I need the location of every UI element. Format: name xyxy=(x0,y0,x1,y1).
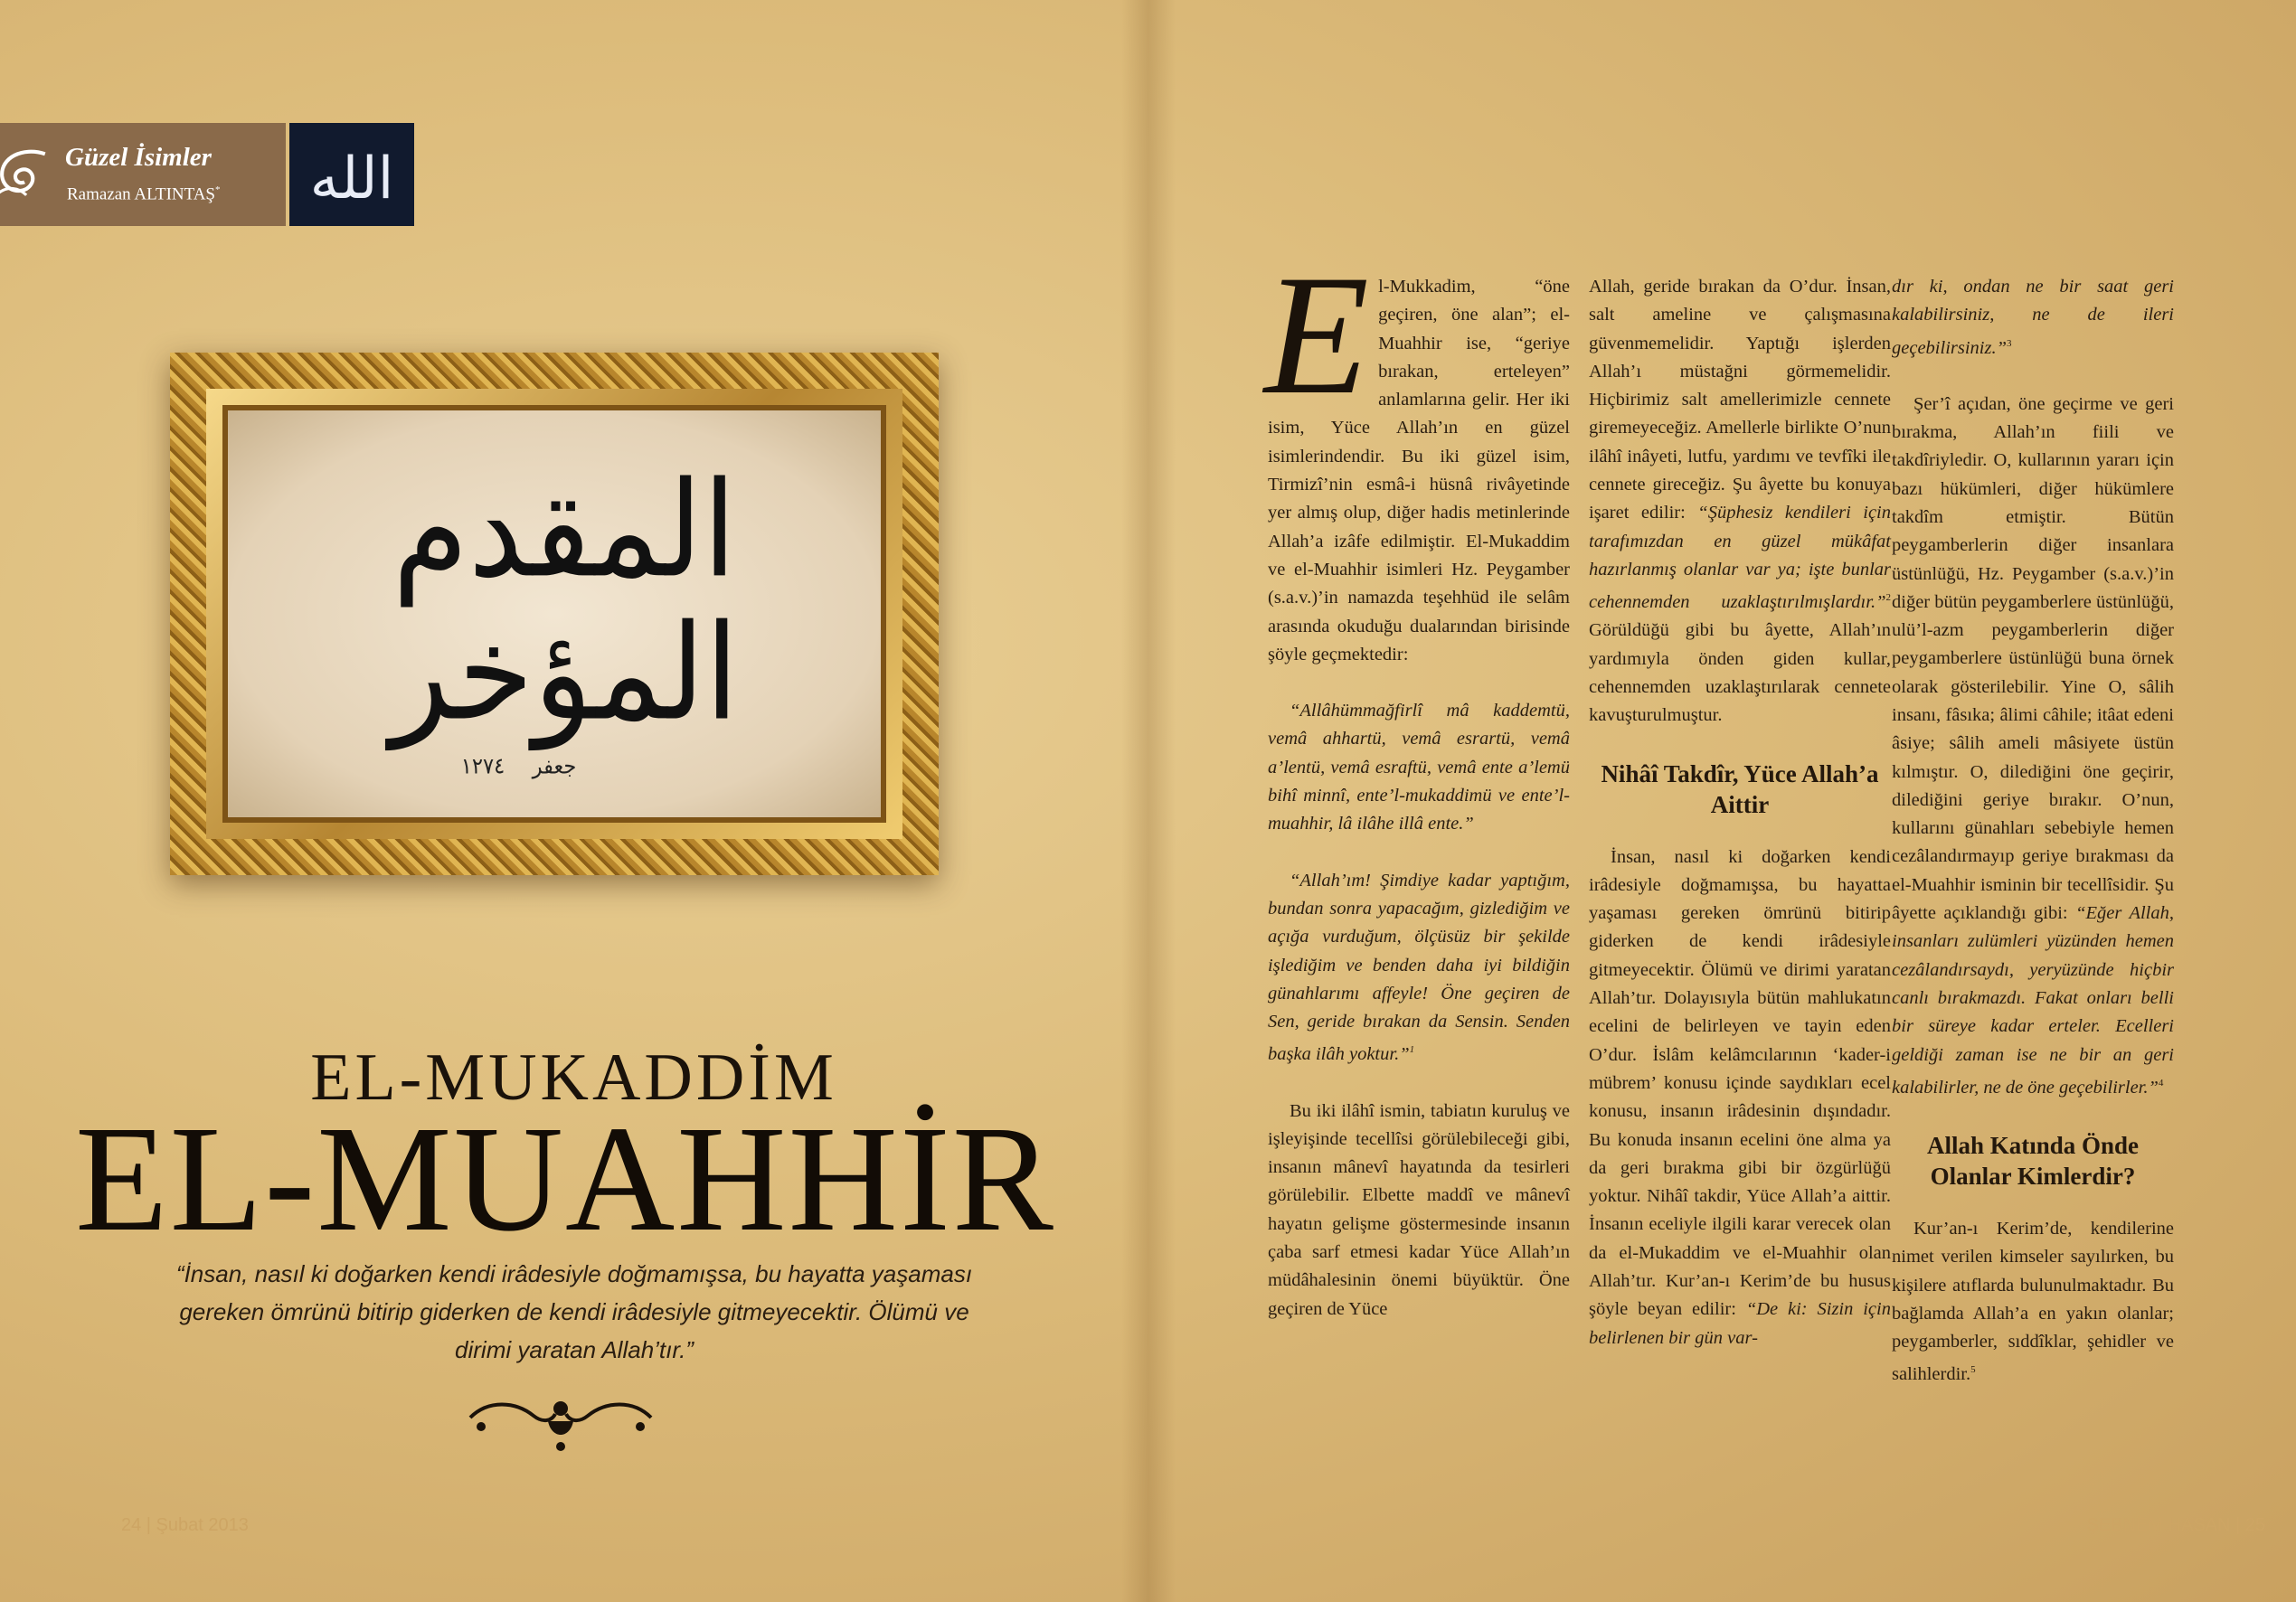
dua-transliteration: “Allâhümmağfirlî mâ kaddemtü, vemâ ahhartü, vemâ esrartü, vemâ a’lentü, vemâ esraftü, vemâ ente a’lemü bihî minnî, ente’l-mukaddimü ve ente’l-muahhir, lâ ilâhe illâ ente.” xyxy=(1268,701,1570,834)
section-tab xyxy=(0,123,286,226)
allah-logo-icon xyxy=(302,131,402,218)
svg-text:الله: الله xyxy=(309,146,394,212)
page-number-right: ŞEBNEM HASAN | 25 xyxy=(2086,1515,2265,1535)
calligraphy-date: ١٢٧٤ xyxy=(460,752,505,779)
flourish-ornament-icon xyxy=(461,1381,660,1454)
body-paragraph: Bu iki ilâhî ismin, tabiatın kuruluş ve işleyişinde tecellîsi görülebileceği gibi, insanın mânevî hayatında da tesirleri görülebilir. Elbette maddî ve mânevî hayatın gelişme göstermesinde insanın çaba sarf etmesi kadar Yüce Allah’ın müdâhalesinin önemi büyüktür. Öne geçiren de Yüce xyxy=(1268,1100,1570,1319)
gilded-frame xyxy=(170,353,939,875)
page-number-left: 24 | Şubat 2013 xyxy=(121,1515,249,1535)
calligraphy-top-word: المقدم xyxy=(392,453,737,608)
intro-paragraph: El-Mukkadim, “öne geçiren, öne alan”; el-Muahhir ise, “geriye bırakan, erteleyen” anlamlarına gelir. Her iki isim, Yüce Allah’ın en güzel isimlerindendir. Bu iki güzel isim, Tirmizî’nin esmâ-i hüsnâ rivâyetinde yer almış olup, diğer hadis metinlerinde Allah’a izâfe edilmiştir. El-Mukaddim ve el-Muahhir isimleri Hz. Peygamber (s.a.v.)’in namazda teşehhüd ile selâm arasında okuduğu dualarından birisinde şöyle geçmektedir: xyxy=(1264,240,1570,664)
subheading-allah-katinda: Allah Katında Önde Olanlar Kimlerdir? xyxy=(1926,1131,2140,1190)
calligraphy-bottom-word: المؤخر xyxy=(390,596,739,750)
calligraphy-signature: جعفر xyxy=(532,752,577,779)
body-paragraph: Şer’î açıdan, öne geçirme ve geri bırakma, Allah’ın fiili ve takdîriyledir. O, kullarının yararı için bazı hükümleri, diğer hükümlere takdîm etmiştir. Bütün peygamberlerin diğer insanlara üstünlüğü, Hz. Peygamber (s.a.v.)’in diğer bütün peygamberlere üstünlüğü, ulü’l-azm peygamberlerin diğer peygamberlere üstünlüğü buna örnek olarak gösterilebilir. Yine O, sâlih insanı, fâsıka; âlimi câhile; itâat edeni âsiye; sâlih ameli mâsiyete üstün kılmıştır. O, dilediğini öne geçirir, dilediğini geriye bırakır. O’nun, kullarını günahları sebebiyle hemen cezâlandırmayıp geriye bırakması da el-Muahhir isminin bir tecellîsidir. Şu âyette açıklandığı gibi: “Eğer Allah, insanları zulümleri yüzünden hemen cezâlandırsaydı, yeryüzünde hiçbir canlı bırakmazdı. Fakat onları belli bir süreye kadar erteler. Ecelleri geldiği zaman ise ne bir an geri kalabilirler, ne de öne geçebilirler.”$^4$ xyxy=(1892,393,2175,1098)
body-paragraph: Kur’an-ı Kerim’de, kendilerine nimet verilen kimseler sayılırken, bu kişilere atıflarda bulunulmaktadır. Bu bağlamda Allah’a en yakın olanlar; peygamberler, sıddîklar, şehidler ve salihlerdir.$^5$ xyxy=(1892,1218,2174,1385)
calligraphy-artwork xyxy=(228,410,881,817)
body-paragraph: Allah, geride bırakan da O’dur. İnsan, salt ameline ve çalışmasına güvenmemelidir. Yaptığı işlerden Allah’ı müstağni görmemelidir. Hiçbirimiz salt amellerimizle cennete giremeyeceğiz. Amellerle birlikte O’nun ilâhî inâyeti, lutfu, yardımı ve tevfîki ile cennete gireceğiz. Şu âyette bu konuya işaret edilir: “Şüphesiz kendileri için tarafımızdan en güzel mükâfat hazırlanmış olanlar var ya; işte bunlar cehennemden uzaklaştırılmışlardır.”$^2$ Görüldüğü gibi bu âyette, Allah’ın yardımıyla önden giden kullar, cehennemden uzaklaştırılarak cennete kavuşturulmuştur. xyxy=(1589,277,1891,726)
body-paragraph: İnsan, nasıl ki doğarken kendi irâdesiyle doğmamışsa, bu hayatta yaşaması gereken ömrünü bitirip giderken de kendi irâdesiyle gitmeyecektir. Ölümü ve dirimi yaratan Allah’tır. Dolayısıyla bütün mahlukatın ecelini de belirleyen ve tayin eden O’dur. İslâm kelâmcılarının ‘kader-i mübrem’ konusu içinde saydıkları ecel konusu, insanın irâdesinin dışındadır. Bu konuda insanın ecelini öne alma ya da geri bırakma gibi bir özgürlüğü yoktur. Nihâî takdir, Yüce Allah’a aittir. İnsanın eceliyle ilgili karar verecek olan da el-Mukaddim ve el-Muahhir olan Allah’tır. Kur’an-ı Kerim’de bu husus şöyle beyan edilir: “De ki: Sizin için belirlenen bir gün var- xyxy=(1589,846,1891,1348)
swirl-ornament-icon xyxy=(0,145,51,201)
allah-calligraphy-logo xyxy=(289,123,414,226)
section-title: Güzel İsimler xyxy=(65,143,212,172)
article-column-2 xyxy=(1589,273,1891,1381)
calligraphy-canvas xyxy=(228,410,881,817)
article-column-1 xyxy=(1264,240,1570,1352)
drop-cap: E xyxy=(1264,240,1370,430)
author-name: Ramazan ALTINTAŞ* xyxy=(67,184,221,204)
title-el-muahhir: EL-MUAHHİR xyxy=(75,1095,1055,1263)
dua-translation: “Allah’ım! Şimdiye kadar yaptığım, bundan sonra yapacağım, gizlediğim ve açığa vurduğum, ölçüsüz bir şekilde işlediğim ve benden daha iyi bildiğin günahlarımı affeyle! Öne geçiren de Sen, geride bırakan da Sensin. Senden başka ilâh yoktur.”$^1$ xyxy=(1268,870,1570,1065)
verse-continuation: dır ki, ondan ne bir saat geri kalabilirsiniz, ne de ileri geçebilirsiniz.”$^3$ xyxy=(1892,277,2174,358)
lead-quote: “İnsan, nasıl ki doğarken kendi irâdesiyle doğmamışsa, bu hayatta yaşaması gereken ömrünü bitirip giderken de kendi irâdesiyle gitmeyecektir. Ölümü ve dirimi yaratan Allah’tır.” xyxy=(175,1260,973,1363)
title-el-mukaddim: EL-MUKADDİM xyxy=(310,1041,837,1115)
subheading-nihai-takdir: Nihâî Takdîr, Yüce Allah’a Aittir xyxy=(1601,759,1879,818)
article-column-3 xyxy=(1892,273,2174,1418)
